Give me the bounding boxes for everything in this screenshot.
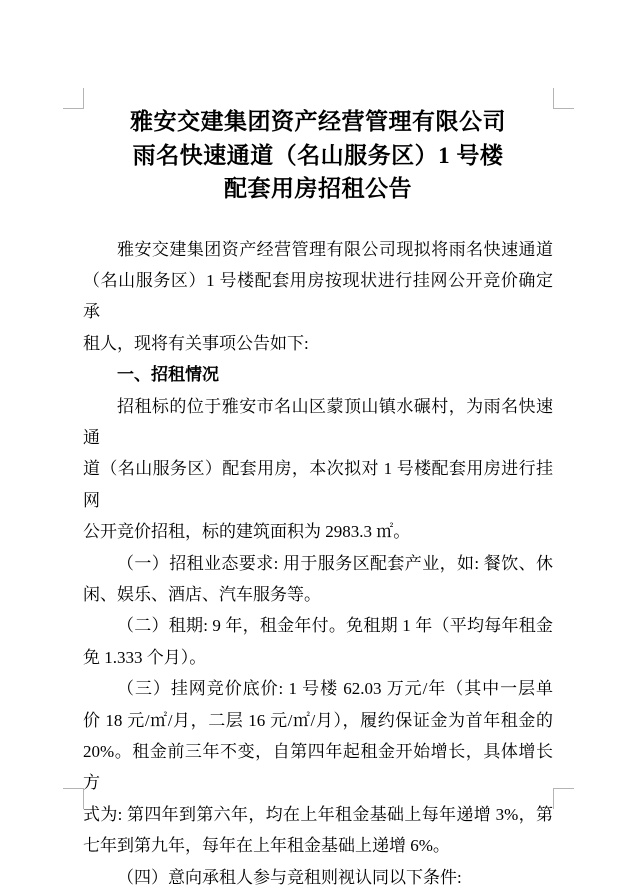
paragraph-line: （名山服务区）1 号楼配套用房按现状进行挂网公开竞价确定承 (83, 265, 553, 328)
paragraph-line: （三）挂网竞价底价: 1 号楼 62.03 万元/年（其中一层单 (83, 673, 553, 704)
paragraph-line: 公开竞价招租，标的建筑面积为 2983.3 ㎡。 (83, 516, 553, 547)
paragraph-line: （二）租期: 9 年，租金年付。免租期 1 年（平均每年租金 (83, 610, 553, 641)
crop-mark-top-left (63, 88, 84, 109)
paragraph-line: （一）招租业态要求: 用于服务区配套产业，如: 餐饮、休 (83, 548, 553, 579)
title-line: 配套用房招租公告 (83, 172, 553, 206)
title-line: 雅安交建集团资产经营管理有限公司 (83, 105, 553, 139)
section-heading: 一、招租情况 (83, 359, 553, 390)
document-body (83, 234, 553, 893)
title-line: 雨名快速通道（名山服务区）1 号楼 (83, 139, 553, 173)
crop-mark-top-right (553, 88, 574, 109)
paragraph-line: 20%。租金前三年不变，自第四年起租金开始增长，具体增长方 (83, 736, 553, 799)
document-content (83, 105, 553, 893)
paragraph-line: 招租标的位于雅安市名山区蒙顶山镇水碾村，为雨名快速通 (83, 391, 553, 454)
paragraph-line: 价 18 元/㎡/月，二层 16 元/㎡/月），履约保证金为首年租金的 (83, 705, 553, 736)
crop-mark-bottom-right (553, 788, 574, 809)
paragraph-line: 道（名山服务区）配套用房，本次拟对 1 号楼配套用房进行挂网 (83, 453, 553, 516)
paragraph-line: 式为: 第四年到第六年，均在上年租金基础上每年递增 3%，第 (83, 799, 553, 830)
paragraph-line: 雅安交建集团资产经营管理有限公司现拟将雨名快速通道 (83, 234, 553, 265)
paragraph-line: 七年到第九年，每年在上年租金基础上递增 6%。 (83, 830, 553, 861)
paragraph-line: （四）意向承租人参与竞租则视认同以下条件: (83, 862, 553, 893)
paragraph-line: 闲、娱乐、酒店、汽车服务等。 (83, 579, 553, 610)
document-title (83, 105, 553, 206)
paragraph-line: 租人，现将有关事项公告如下: (83, 328, 553, 359)
crop-mark-bottom-left (63, 788, 84, 809)
paragraph-line: 免 1.333 个月）。 (83, 642, 553, 673)
